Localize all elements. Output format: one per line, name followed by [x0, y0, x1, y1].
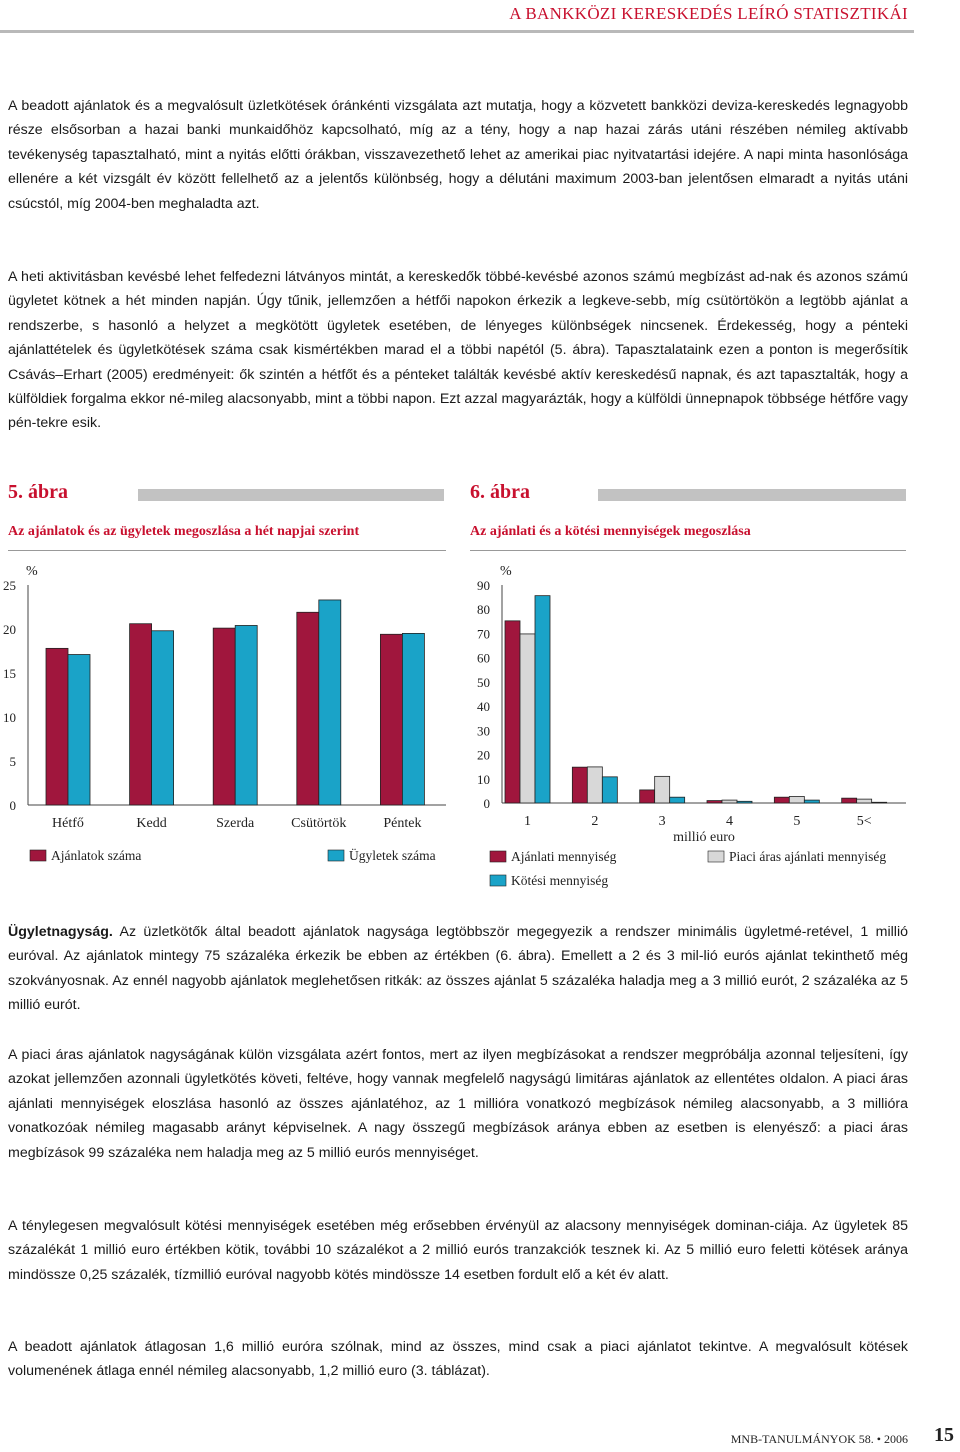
- x-tick-label: Kedd: [136, 816, 167, 831]
- bar-2-series-1: [655, 776, 670, 803]
- bar-2-series-0: [213, 628, 235, 805]
- paragraph-1: A beadott ajánlatok és a megvalósult üzletkötések óránkénti vizsgálata azt mutatja, hogy a közvetett bankközi deviza-kereskedés legnagyobb része elsősorban a hazai banki munkaidőhöz kapcsolható, míg az a tény, hogy a nap hazai zárás utáni részében némileg aktívabb tevékenység tapasztalható, mint a nyitás előtti órákban, visszavezethető lehet az amerikai piac nyitvatartási idejére. A napi minta hasonlósága ellenére a két vizsgált év között fellelhető az a jelentős különbség, hogy a délutáni maximum 2003-ban jelentősen elmaradt a nyitás utáni csúcstól, míg 2004-ben meghaladta azt.: [8, 98, 908, 212]
- bar-1-series-2: [602, 777, 617, 803]
- header-rule: [0, 30, 914, 33]
- bar-4-series-2: [804, 800, 819, 803]
- legend-swatch-series-1: [708, 851, 724, 862]
- y-tick-label: 20: [477, 747, 490, 763]
- y-tick-label: 5: [9, 754, 16, 769]
- x-tick-label: Szerda: [216, 816, 255, 831]
- figure5-rule: [8, 550, 446, 551]
- bar-0-series-1: [68, 655, 90, 805]
- figure5-subtitle: Az ajánlatok és az ügyletek megoszlása a hét napjai szerint: [8, 524, 360, 539]
- bar-1-series-0: [572, 767, 587, 803]
- y-tick-label: 15: [3, 666, 16, 681]
- figure6-subtitle: Az ajánlati és a kötési mennyiségek megoszlása: [470, 524, 751, 539]
- y-tick-label: 10: [3, 710, 16, 725]
- bar-4-series-1: [789, 796, 804, 803]
- bar-3-series-0: [707, 801, 722, 803]
- bar-4-series-0: [774, 797, 789, 803]
- bar-3-series-1: [722, 800, 737, 803]
- x-tick-label: Csütörtök: [291, 816, 347, 831]
- bar-0-series-1: [520, 634, 535, 803]
- x-tick-label: 5<: [856, 814, 872, 829]
- bar-2-series-2: [670, 797, 685, 803]
- x-tick-label: 1: [524, 814, 531, 829]
- y-tick-label: 0: [9, 798, 16, 813]
- bar-5-series-1: [857, 799, 872, 803]
- bar-3-series-2: [737, 801, 752, 803]
- y-tick-label: 30: [477, 723, 490, 739]
- x-tick-label: Péntek: [383, 816, 422, 831]
- bar-4-series-0: [380, 634, 402, 805]
- figure6-title-bar: [598, 489, 906, 501]
- bar-2-series-1: [235, 625, 257, 805]
- bar-0-series-0: [505, 621, 520, 803]
- bar-3-series-1: [319, 600, 341, 805]
- paragraph-3: [8, 920, 908, 1018]
- paragraph-2: A heti aktivitásban kevésbé lehet felfedezni látványos mintát, a kereskedők többé-kevésbé azonos számú megbízást ad-nak és azonos számú ügyletet kötnek a hét minden napján. Úgy tűnik, jellemzően a hétfői napokon érkezik a legkeve-sebb, míg csütörtökön a legtöbb ajánlat a rendszerbe, s hasonló a helyzet a megkötött ügyletek esetében, de lényeges különbségek nincsenek. Érdekesség, hogy a pénteki ajánlattételek és ügyletkötések száma csak kismértékben marad el a többi napétól (5. ábra). Tapasztalataink ezen a ponton is megerősítik Csávás–Erhart (2005) eredményeit: ők szintén a hétfőt és a pénteket találták kevésbé aktív kereskedésű napnak, és azt tapasztalták, hogy a külföldiek forgalma ekkor né-mileg alacsonyabb, mint a többi napon. Ezt azzal magyarázták, hogy a külföldi ünnepnapok többsége hétfőre vagy pén-tekre esik.: [8, 269, 908, 432]
- bar-0-series-2: [535, 596, 550, 803]
- bar-5-series-0: [842, 798, 857, 803]
- legend-label-series-0: Ajánlatok száma: [51, 848, 142, 863]
- paragraph-3-body: Az üzletkötők által beadott ajánlatok nagysága legtöbbször megegyezik a rendszer minimális ügyletmé-retével, 1 millió euróval. Az ajánlatok mintegy 75 százaléka érkezik be ebben az értékben (6. ábra). Emellett a 2 és 3 mil-lió eurós ajánlat tekinthető még szokványosnak. Az ennél nagyobb ajánlatok meglehetősen ritkák: az összes ajánlat 5 százaléka haladja meg a 3 millió eurót, 2 százaléka az 5 millió eurót.: [8, 924, 908, 1014]
- paragraph-5: A ténylegesen megvalósult kötési mennyiségek esetében még erősebben érvényül az alacsony mennyiségek dominan-ciája. Az ügyletek 85 százalékát 1 millió euro értékben kötik, további 10 százalékot a 2 millió eurós tranzakciók tesznek ki. Az 5 millió euro feletti kötések aránya mindössze 0,25 százalék, tízmillió euróval nagyobb kötés mindössze 14 esetben fordult elő a két év alatt.: [8, 1218, 908, 1283]
- footer-publication: MNB-TANULMÁNYOK 58. • 2006: [730, 1432, 908, 1446]
- y-tick-label: 60: [477, 650, 490, 666]
- bar-1-series-1: [152, 631, 174, 805]
- x-tick-label: Hétfő: [52, 816, 84, 831]
- bar-1-series-0: [130, 624, 152, 805]
- y-tick-label: 10: [477, 771, 490, 787]
- bar-0-series-0: [46, 648, 68, 805]
- legend-label-series-1: Ügyletek száma: [349, 848, 436, 863]
- figure6-chart: [462, 555, 922, 895]
- x-tick-label: 3: [658, 814, 666, 829]
- legend-swatch-series-0: [490, 851, 506, 862]
- legend-label-series-1: Piaci áras ajánlati mennyiség: [729, 849, 887, 864]
- legend-label-series-0: Ajánlati mennyiség: [511, 849, 617, 864]
- y-tick-label: 25: [3, 578, 16, 593]
- y-tick-label: 40: [477, 699, 490, 715]
- bar-2-series-0: [640, 790, 655, 803]
- bar-5-series-2: [872, 802, 887, 803]
- paragraph-4: A piaci áras ajánlatok nagyságának külön vizsgálata azért fontos, mert az ilyen megbízásokat a rendszer megpróbálja azonnal teljesíteni, így azokat jellemzően azonnali ügyletkötés követi, feltéve, hogy vannak megfelelő nagyságú limitáras ajánlatok az ellentétes oldalon. A piaci áras ajánlati mennyiségek eloszlása hasonló az összes ajánlatéhoz, az 1 millióra vonatkozó megbízások némileg alacsonyabb, a 3 millióra vonatkozóak némileg magasabb arányt képviselnek. A nagy összegű megbízások aránya ebben az esetben is elenyésző: a piaci áras megbízások 99 százaléka nem haladja meg az 5 millió eurós mennyiséget.: [8, 1047, 908, 1161]
- y-tick-label: 20: [3, 622, 16, 637]
- figure5-number: 5. ábra: [8, 481, 68, 503]
- y-tick-label: 0: [483, 796, 490, 811]
- y-tick-label: 50: [477, 674, 490, 690]
- figure6-number: 6. ábra: [470, 481, 530, 503]
- x-tick-label: 4: [726, 814, 733, 829]
- figure5-title-bar: [138, 489, 444, 501]
- x-tick-label: 2: [591, 814, 599, 829]
- running-header: A BANKKÖZI KERESKEDÉS LEÍRÓ STATISZTIKÁI: [509, 4, 908, 23]
- y-tick-label: 90: [477, 578, 490, 593]
- legend-swatch-series-1: [328, 850, 344, 861]
- paragraph-6: A beadott ajánlatok átlagosan 1,6 millió euróra szólnak, mind az összes, mind csak a piaci ajánlatot tekintve. A megvalósult kötések volumenének átlaga ennél némileg alacsonyabb, 1,2 millió euro (3. táblázat).: [8, 1339, 908, 1380]
- paragraph-3-lead: Ügyletnagyság.: [8, 924, 113, 940]
- y-axis-unit-label: %: [500, 564, 512, 579]
- figure6-rule: [470, 550, 906, 551]
- y-axis-unit-label: %: [26, 564, 38, 579]
- x-axis-label: millió euro: [673, 830, 735, 845]
- figure5-chart: [0, 555, 460, 875]
- legend-swatch-series-0: [30, 850, 46, 861]
- bar-1-series-1: [587, 767, 602, 803]
- y-tick-label: 80: [477, 602, 490, 618]
- bar-3-series-0: [297, 612, 319, 805]
- bar-4-series-1: [402, 633, 424, 805]
- y-tick-label: 70: [477, 626, 490, 642]
- legend-swatch-series-2: [490, 875, 506, 886]
- legend-label-series-2: Kötési mennyiség: [511, 873, 609, 888]
- page-number: 15: [934, 1424, 954, 1446]
- x-tick-label: 5: [793, 814, 801, 829]
